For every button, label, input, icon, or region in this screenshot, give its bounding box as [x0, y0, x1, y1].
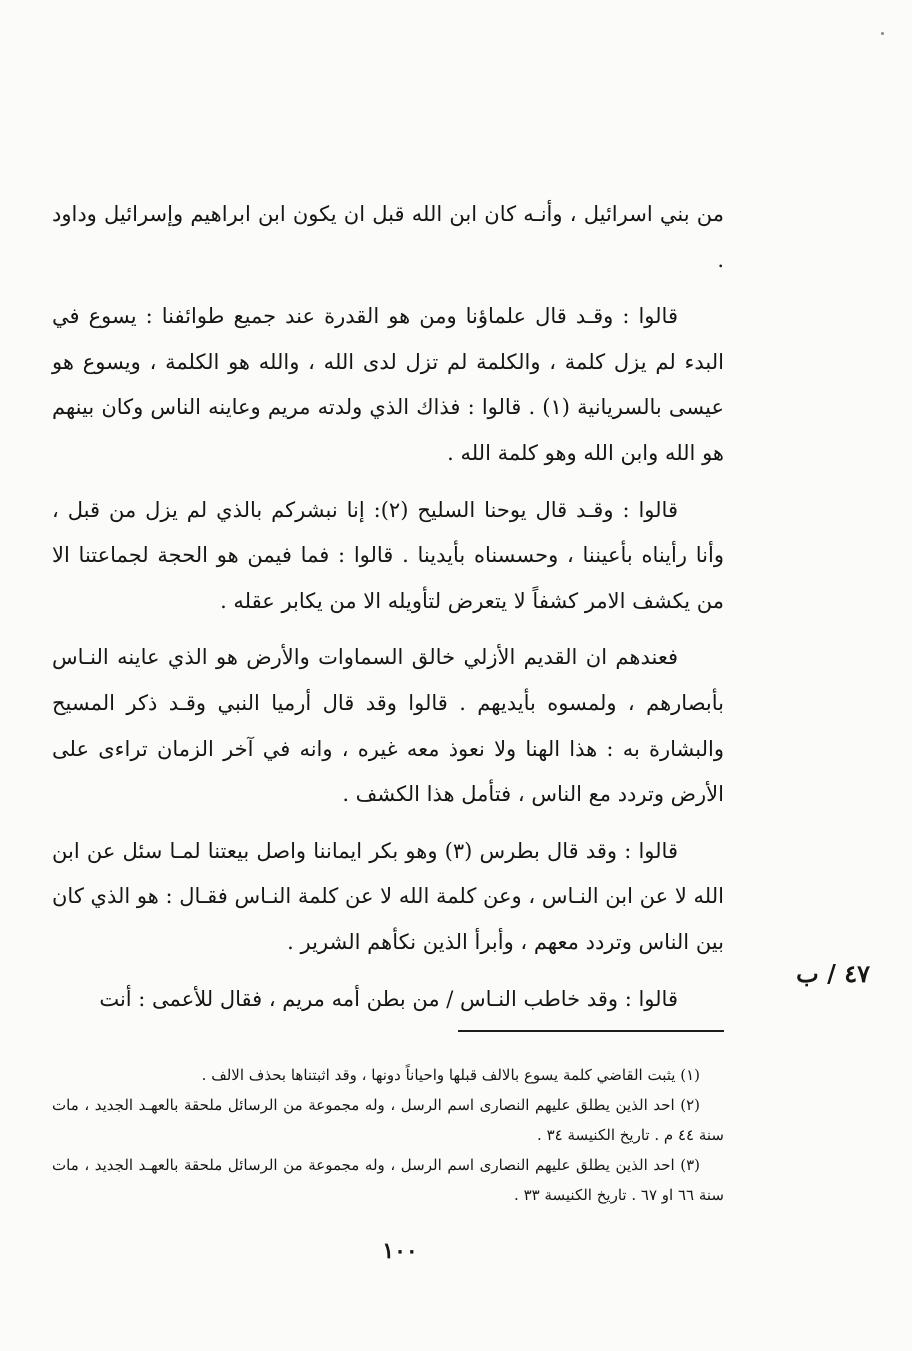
page-number: ١٠٠ [382, 1238, 418, 1264]
footnote: (٣) احد الذين يطلق عليهم النصارى اسم الرسل ، وله مجموعة من الرسائل ملحقة بالعهـد الجديد ، مات سنة ٦٦ او ٦٧ . تاريخ الكنيسة ٣٣ . [52, 1156, 724, 1204]
scan-speck [881, 32, 884, 35]
folio-marginal-note: ٤٧ / ب [796, 959, 870, 988]
paragraph: قالوا : وقـد قال يوحنا السليح (٢): إنا نبشركم بالذي لم يزل من قبل ، وأنا رأيناه بأعيننا ، وحسسناه بأيدينا . قالوا : فما فيمن هو الحجة لجماعتنا الا من يكشف الامر كشفاً لا يتعرض لتأويله الا من يكابر عقله . [52, 497, 724, 613]
paragraph: قالوا : وقـد قال علماؤنا ومن هو القدرة عند جميع طوائفنا : يسوع في البدء لم يزل كلمة ، والكلمة لم تزل لدى الله ، والله هو الكلمة ، ويسوع هو عيسى بالسريانية (١) . قالوا : فذاك الذي ولدته مريم وعاينه الناس وكان بينهم هو الله وابن الله وهو كلمة الله . [52, 304, 725, 465]
footnote-divider [458, 1030, 724, 1032]
footnote: (١) يثبت القاضي كلمة يسوع بالالف قبلها واحياناً دونها ، وقد اثبتناها بحذف الالف . [201, 1066, 700, 1084]
footnote: (٢) احد الذين يطلق عليهم النصارى اسم الرسل ، وله مجموعة من الرسائل ملحقة بالعهـد الجديد ، مات سنة ٤٤ م . تاريخ الكنيسة ٣٤ . [52, 1096, 724, 1144]
paragraph: قالوا : وقد خاطب النـاس / من بطن أمه مريم ، فقال للأعمى : أنت [99, 986, 678, 1011]
footnotes [52, 1060, 724, 1210]
paragraph: من بني اسرائيل ، وأنـه كان ابن الله قبل ان يكون ابن ابراهيم وإسرائيل وداود . [52, 202, 724, 272]
main-text [52, 192, 724, 1022]
paragraph: فعندهم ان القديم الأزلي خالق السماوات والأرض هو الذي عاينه النـاس بأبصارهم ، ولمسوه بأيديهم . قالوا وقد قال أرميا النبي وقـد ذكر المسيح والبشارة به : هذا الهنا ولا نعوذ معه غيره ، وانه في آخر الزمان تراءى على الأرض وتردد مع الناس ، فتأمل هذا الكشف . [52, 645, 724, 807]
paragraph: قالوا : وقد قال بطرس (٣) وهو بكر ايماننا واصل بيعتنا لمـا سئل عن ابن الله لا عن ابن النـاس ، وعن كلمة الله لا عن كلمة النـاس فقـال : هو الذي كان بين الناس وتردد معهم ، وأبرأ الذين نكأهم الشرير . [52, 838, 724, 954]
